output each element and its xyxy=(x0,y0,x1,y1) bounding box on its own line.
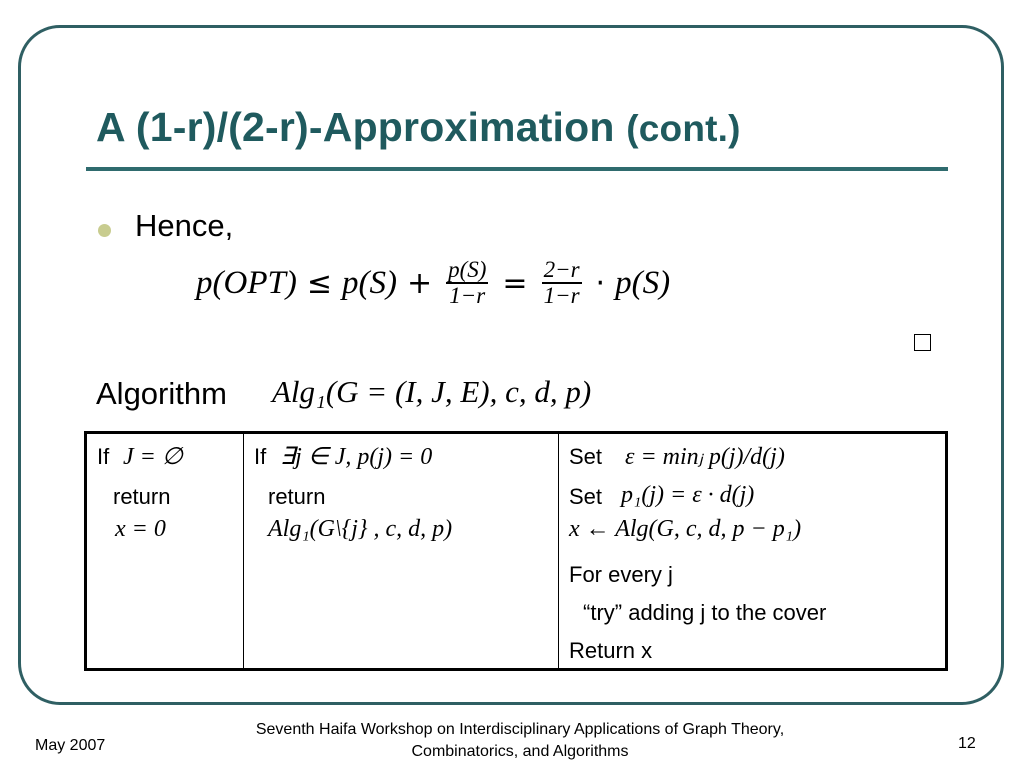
eq-le: ≤ xyxy=(306,265,332,301)
eq-rhs: p(S) xyxy=(615,264,671,301)
frac1-denominator: 1−r xyxy=(449,283,486,308)
table-column-general-case xyxy=(559,434,945,668)
eq-fraction-2 xyxy=(542,258,582,308)
bullet-text: Hence, xyxy=(135,208,234,243)
frac2-denominator: 1−r xyxy=(543,283,580,308)
table-column-base-case xyxy=(87,434,244,668)
title-suffix: (cont.) xyxy=(626,108,741,149)
eq-plus: + xyxy=(406,265,433,301)
col3-assign-expr: x ← Alg(G, c, d, p − p₁) xyxy=(569,516,802,542)
col3-set-1: Set xyxy=(569,444,603,469)
footer-date: May 2007 xyxy=(35,737,106,754)
title-main: A (1-r)/(2-r)-Approximation xyxy=(96,104,615,150)
footer-conference: Seventh Haifa Workshop on Interdisciplinary Applications of Graph Theory, Combinatorics, and Algorithms xyxy=(255,721,785,760)
slide-title xyxy=(96,104,741,151)
main-equation xyxy=(196,254,670,312)
frac1-numerator: p(S) xyxy=(446,258,488,284)
col3-return-line: Return x xyxy=(569,638,653,663)
frac2-numerator: 2−r xyxy=(542,258,582,284)
eq-lhs: p(OPT) xyxy=(196,264,297,301)
eq-dot: · xyxy=(595,265,606,301)
col3-try-line: “try” adding j to the cover xyxy=(583,600,827,625)
col1-if: If xyxy=(97,444,110,469)
algorithm-signature: Alg₁(G = (I, J, E), c, d, p) xyxy=(272,374,592,409)
algorithm-label: Algorithm xyxy=(96,376,227,411)
eq-equals: = xyxy=(502,265,528,301)
col3-set-2: Set xyxy=(569,484,603,509)
col2-if: If xyxy=(254,444,267,469)
col2-return: return xyxy=(268,484,326,509)
col3-p1-expr: p₁(j) = ε · d(j) xyxy=(621,482,755,508)
eq-ps: p(S) xyxy=(341,264,397,301)
footer-page-number: 12 xyxy=(958,735,976,752)
col1-return-value: x = 0 xyxy=(115,516,166,542)
title-underline xyxy=(86,167,948,171)
table-column-zero-price xyxy=(244,434,559,668)
col2-return-value: Alg₁(G\{j} , c, d, p) xyxy=(268,516,453,542)
col2-condition: ∃j ∈ J, p(j) = 0 xyxy=(280,444,433,470)
bullet-dot xyxy=(98,224,111,237)
col3-epsilon-expr: ε = minⱼ p(j)/d(j) xyxy=(625,444,785,470)
col1-return: return xyxy=(113,484,171,509)
col3-for-line: For every j xyxy=(569,562,673,587)
col1-condition: J = ∅ xyxy=(123,444,183,470)
algorithm-table xyxy=(84,431,948,671)
qed-box-icon xyxy=(914,334,931,351)
eq-fraction-1 xyxy=(446,258,488,308)
